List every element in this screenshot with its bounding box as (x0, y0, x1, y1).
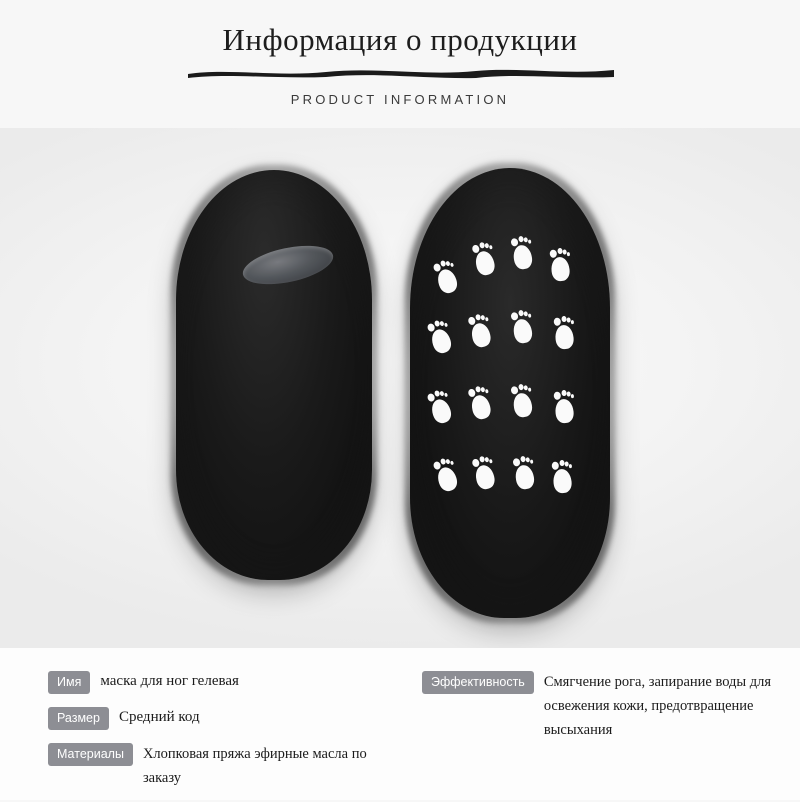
info-value-size: Средний код (118, 709, 200, 725)
info-tag-name: Имя (48, 671, 90, 694)
info-value-name: маска для ног гелевая (100, 673, 239, 689)
footprint-icon (423, 387, 458, 427)
brush-stroke-icon (186, 66, 616, 79)
info-row-size (48, 706, 388, 730)
product-photo (0, 128, 800, 648)
footprint-icon (464, 311, 497, 350)
info-row-efficacy (422, 670, 774, 742)
info-column-right (422, 670, 774, 754)
photo-background (0, 128, 800, 648)
product-info-table (0, 648, 800, 800)
footprint-icon (423, 317, 458, 357)
footprint-icon (464, 383, 497, 422)
footprint-icon (468, 239, 501, 278)
footprint-icon (546, 247, 575, 284)
footprint-icon (507, 308, 539, 346)
footprint-icon (429, 257, 464, 297)
info-row-materials (48, 742, 388, 790)
page-subtitle: PRODUCT INFORMATION (290, 92, 510, 107)
info-tag-materials: Материалы (48, 743, 133, 766)
info-value-materials: Хлопковая пряжа эфирные масла по заказу (142, 746, 367, 786)
page-title: Информация о продукции (222, 22, 578, 57)
footprint-icon (509, 454, 541, 492)
info-row-name (48, 670, 388, 694)
sock-top-view (176, 170, 372, 580)
footprint-icon (550, 389, 579, 426)
info-tag-size: Размер (48, 707, 109, 730)
info-tag-efficacy: Эффективность (422, 671, 534, 694)
footprint-icon (468, 453, 501, 492)
info-column-left (48, 670, 388, 802)
footprint-icon (548, 459, 577, 496)
footprint-icon (550, 315, 579, 352)
page-header (0, 0, 800, 128)
gel-heel-patch (239, 239, 336, 291)
footprint-icon (507, 234, 539, 272)
footprint-icon (507, 382, 539, 420)
footprint-icon (429, 455, 464, 495)
sock-sole-view (410, 168, 610, 618)
info-value-efficacy: Смягчение рога, запирание воды для освежения кожи, предотвращение высыхания (543, 674, 772, 738)
